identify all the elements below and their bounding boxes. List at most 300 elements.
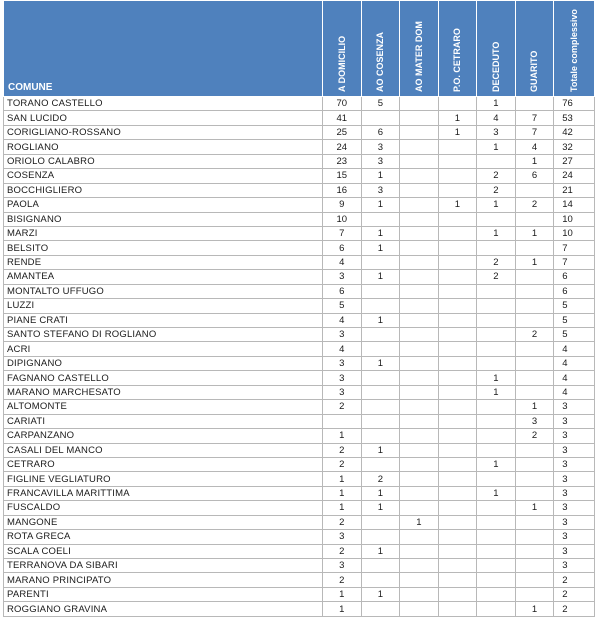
table-row <box>4 443 595 457</box>
cell-totale: 3 <box>554 414 595 428</box>
header-totale <box>554 1 595 97</box>
cell-po-cetraro <box>438 313 477 327</box>
cell-a-domicilio: 16 <box>323 183 362 197</box>
cell-a-domicilio: 2 <box>323 544 362 558</box>
table-row <box>4 429 595 443</box>
cell-a-domicilio: 6 <box>323 241 362 255</box>
cell-totale: 10 <box>554 226 595 240</box>
cell-a-domicilio: 4 <box>323 313 362 327</box>
cell-ao-cosenza: 1 <box>361 356 400 370</box>
cell-po-cetraro <box>438 212 477 226</box>
cell-comune: SAN LUCIDO <box>4 111 323 125</box>
cell-ao-mater-dom <box>400 443 439 457</box>
cell-guarito: 2 <box>515 198 554 212</box>
cell-comune: FIGLINE VEGLIATURO <box>4 472 323 486</box>
cell-a-domicilio: 9 <box>323 198 362 212</box>
cell-deceduto: 1 <box>477 198 516 212</box>
header-ao-mater-dom <box>400 1 439 97</box>
cell-ao-cosenza: 1 <box>361 241 400 255</box>
cell-guarito: 2 <box>515 328 554 342</box>
cell-a-domicilio: 3 <box>323 559 362 573</box>
cell-deceduto <box>477 429 516 443</box>
table-row <box>4 328 595 342</box>
cell-comune: BISIGNANO <box>4 212 323 226</box>
cell-deceduto <box>477 501 516 515</box>
cell-guarito: 1 <box>515 255 554 269</box>
cell-a-domicilio <box>323 414 362 428</box>
cell-totale: 32 <box>554 140 595 154</box>
cell-ao-cosenza <box>361 385 400 399</box>
cell-guarito: 2 <box>515 429 554 443</box>
cell-totale: 3 <box>554 429 595 443</box>
cell-ao-mater-dom <box>400 544 439 558</box>
cell-deceduto <box>477 299 516 313</box>
cell-deceduto <box>477 400 516 414</box>
cell-totale: 4 <box>554 371 595 385</box>
cell-po-cetraro <box>438 515 477 529</box>
cell-ao-cosenza: 1 <box>361 270 400 284</box>
cell-deceduto <box>477 241 516 255</box>
cell-po-cetraro <box>438 472 477 486</box>
cell-comune: ACRI <box>4 342 323 356</box>
table-row <box>4 472 595 486</box>
cell-a-domicilio: 4 <box>323 342 362 356</box>
table-row <box>4 544 595 558</box>
cell-comune: PARENTI <box>4 587 323 601</box>
cell-a-domicilio: 3 <box>323 356 362 370</box>
cell-a-domicilio: 1 <box>323 602 362 616</box>
cell-a-domicilio: 23 <box>323 154 362 168</box>
cell-deceduto: 2 <box>477 183 516 197</box>
table-row <box>4 111 595 125</box>
cell-totale: 3 <box>554 486 595 500</box>
header-ao-cosenza <box>361 1 400 97</box>
cell-ao-cosenza <box>361 328 400 342</box>
cell-comune: CASALI DEL MANCO <box>4 443 323 457</box>
table-row <box>4 270 595 284</box>
cell-totale: 4 <box>554 342 595 356</box>
cell-comune: ROGLIANO <box>4 140 323 154</box>
cell-ao-cosenza <box>361 212 400 226</box>
cell-totale: 3 <box>554 544 595 558</box>
cell-po-cetraro <box>438 587 477 601</box>
cell-comune: AMANTEA <box>4 270 323 284</box>
cell-po-cetraro <box>438 342 477 356</box>
cell-ao-cosenza: 3 <box>361 154 400 168</box>
cell-comune: CORIGLIANO-ROSSANO <box>4 125 323 139</box>
cell-comune: CARIATI <box>4 414 323 428</box>
cell-ao-mater-dom <box>400 241 439 255</box>
table-row <box>4 414 595 428</box>
cell-po-cetraro <box>438 486 477 500</box>
cell-po-cetraro <box>438 299 477 313</box>
table-row <box>4 602 595 616</box>
cell-deceduto <box>477 356 516 370</box>
table-row <box>4 356 595 370</box>
cell-comune: FUSCALDO <box>4 501 323 515</box>
cell-ao-cosenza <box>361 515 400 529</box>
cell-comune: PIANE CRATI <box>4 313 323 327</box>
cell-po-cetraro <box>438 501 477 515</box>
cell-ao-cosenza <box>361 530 400 544</box>
table-row <box>4 313 595 327</box>
cell-comune: DIPIGNANO <box>4 356 323 370</box>
cell-guarito <box>515 544 554 558</box>
cell-comune: ALTOMONTE <box>4 400 323 414</box>
cell-ao-cosenza: 1 <box>361 544 400 558</box>
cell-deceduto <box>477 212 516 226</box>
cell-comune: ORIOLO CALABRO <box>4 154 323 168</box>
cell-a-domicilio: 1 <box>323 429 362 443</box>
cell-a-domicilio: 1 <box>323 486 362 500</box>
cell-ao-mater-dom <box>400 97 439 111</box>
cell-po-cetraro <box>438 270 477 284</box>
cell-ao-cosenza: 6 <box>361 125 400 139</box>
cell-comune: ROTA GRECA <box>4 530 323 544</box>
cell-ao-mater-dom <box>400 226 439 240</box>
cell-deceduto: 1 <box>477 486 516 500</box>
cell-comune: PAOLA <box>4 198 323 212</box>
cell-ao-cosenza: 2 <box>361 472 400 486</box>
cell-a-domicilio: 10 <box>323 212 362 226</box>
cell-po-cetraro <box>438 414 477 428</box>
cell-guarito: 3 <box>515 414 554 428</box>
cell-ao-mater-dom <box>400 299 439 313</box>
cell-totale: 3 <box>554 515 595 529</box>
cell-guarito <box>515 587 554 601</box>
cell-po-cetraro <box>438 328 477 342</box>
cell-guarito <box>515 515 554 529</box>
cell-totale: 5 <box>554 299 595 313</box>
cell-po-cetraro <box>438 183 477 197</box>
cell-guarito <box>515 284 554 298</box>
cell-ao-mater-dom <box>400 429 439 443</box>
cell-guarito <box>515 313 554 327</box>
header-deceduto-label: DECEDUTO <box>490 41 501 92</box>
cell-guarito: 7 <box>515 111 554 125</box>
cell-guarito <box>515 183 554 197</box>
cell-ao-mater-dom <box>400 255 439 269</box>
header-ao-mater-dom-label: AO MATER DOM <box>413 21 424 92</box>
cell-deceduto <box>477 472 516 486</box>
cell-a-domicilio: 2 <box>323 400 362 414</box>
cell-totale: 2 <box>554 602 595 616</box>
table-row <box>4 226 595 240</box>
cell-ao-cosenza <box>361 457 400 471</box>
cell-deceduto: 1 <box>477 97 516 111</box>
cell-totale: 5 <box>554 328 595 342</box>
cell-ao-cosenza <box>361 342 400 356</box>
cell-totale: 3 <box>554 472 595 486</box>
cell-totale: 76 <box>554 97 595 111</box>
cell-totale: 7 <box>554 241 595 255</box>
table-row <box>4 183 595 197</box>
cell-deceduto: 4 <box>477 111 516 125</box>
cell-comune: FAGNANO CASTELLO <box>4 371 323 385</box>
cell-ao-mater-dom <box>400 342 439 356</box>
cell-po-cetraro <box>438 226 477 240</box>
cell-ao-cosenza <box>361 299 400 313</box>
cell-comune: BELSITO <box>4 241 323 255</box>
cell-totale: 3 <box>554 501 595 515</box>
cell-totale: 3 <box>554 530 595 544</box>
cell-po-cetraro <box>438 573 477 587</box>
cell-ao-mater-dom <box>400 457 439 471</box>
cell-po-cetraro <box>438 602 477 616</box>
cell-deceduto <box>477 313 516 327</box>
cell-totale: 7 <box>554 255 595 269</box>
cell-ao-cosenza: 1 <box>361 443 400 457</box>
cell-ao-mater-dom <box>400 212 439 226</box>
cell-totale: 27 <box>554 154 595 168</box>
cell-guarito <box>515 385 554 399</box>
cell-a-domicilio: 3 <box>323 270 362 284</box>
table-row <box>4 169 595 183</box>
cell-totale: 14 <box>554 198 595 212</box>
cell-ao-mater-dom <box>400 486 439 500</box>
cell-a-domicilio: 6 <box>323 284 362 298</box>
table-body <box>4 97 595 617</box>
cell-deceduto <box>477 587 516 601</box>
cell-comune: SCALA COELI <box>4 544 323 558</box>
cell-totale: 6 <box>554 284 595 298</box>
cell-guarito <box>515 530 554 544</box>
cell-guarito <box>515 559 554 573</box>
cell-comune: CETRARO <box>4 457 323 471</box>
cell-totale: 4 <box>554 356 595 370</box>
cell-totale: 2 <box>554 587 595 601</box>
cell-a-domicilio: 7 <box>323 226 362 240</box>
cell-deceduto <box>477 154 516 168</box>
table-row <box>4 212 595 226</box>
cell-po-cetraro <box>438 284 477 298</box>
cell-deceduto <box>477 544 516 558</box>
cell-ao-mater-dom <box>400 169 439 183</box>
table-row <box>4 530 595 544</box>
cell-a-domicilio: 70 <box>323 97 362 111</box>
cell-a-domicilio: 2 <box>323 457 362 471</box>
cell-totale: 3 <box>554 443 595 457</box>
cell-po-cetraro <box>438 241 477 255</box>
cell-po-cetraro: 1 <box>438 125 477 139</box>
cell-guarito: 4 <box>515 140 554 154</box>
table-row <box>4 125 595 139</box>
cell-ao-cosenza <box>361 284 400 298</box>
table-row <box>4 342 595 356</box>
cell-guarito: 1 <box>515 154 554 168</box>
cell-a-domicilio: 25 <box>323 125 362 139</box>
header-guarito <box>515 1 554 97</box>
cell-deceduto <box>477 342 516 356</box>
cell-deceduto <box>477 559 516 573</box>
cell-ao-mater-dom <box>400 559 439 573</box>
cell-deceduto <box>477 328 516 342</box>
cell-deceduto <box>477 414 516 428</box>
cell-comune: TERRANOVA DA SIBARI <box>4 559 323 573</box>
cell-totale: 10 <box>554 212 595 226</box>
cell-comune: MANGONE <box>4 515 323 529</box>
cell-guarito: 1 <box>515 602 554 616</box>
cell-ao-cosenza <box>361 573 400 587</box>
table-row <box>4 299 595 313</box>
cell-ao-cosenza <box>361 255 400 269</box>
cell-guarito <box>515 342 554 356</box>
cell-comune: TORANO CASTELLO <box>4 97 323 111</box>
cell-po-cetraro <box>438 559 477 573</box>
cell-comune: BOCCHIGLIERO <box>4 183 323 197</box>
cell-ao-cosenza <box>361 429 400 443</box>
cell-comune: MONTALTO UFFUGO <box>4 284 323 298</box>
cell-a-domicilio: 2 <box>323 515 362 529</box>
cell-ao-cosenza <box>361 400 400 414</box>
cell-ao-cosenza: 3 <box>361 140 400 154</box>
cell-ao-cosenza <box>361 559 400 573</box>
table-row <box>4 284 595 298</box>
cell-po-cetraro <box>438 356 477 370</box>
cell-guarito <box>515 241 554 255</box>
cell-a-domicilio: 2 <box>323 443 362 457</box>
table-row <box>4 241 595 255</box>
cell-ao-mater-dom <box>400 125 439 139</box>
cell-ao-mater-dom <box>400 313 439 327</box>
header-a-domicilio-label: A DOMICILIO <box>336 35 347 92</box>
cell-totale: 24 <box>554 169 595 183</box>
cell-ao-mater-dom <box>400 573 439 587</box>
cell-deceduto: 1 <box>477 371 516 385</box>
cell-po-cetraro <box>438 457 477 471</box>
cell-ao-mater-dom <box>400 154 439 168</box>
cell-ao-mater-dom <box>400 414 439 428</box>
cell-po-cetraro <box>438 97 477 111</box>
cell-ao-cosenza: 1 <box>361 587 400 601</box>
cell-po-cetraro <box>438 443 477 457</box>
cell-totale: 21 <box>554 183 595 197</box>
cell-a-domicilio: 2 <box>323 573 362 587</box>
cell-comune: RENDE <box>4 255 323 269</box>
cell-ao-mater-dom <box>400 111 439 125</box>
cell-totale: 53 <box>554 111 595 125</box>
cell-guarito <box>515 212 554 226</box>
cell-ao-mater-dom <box>400 501 439 515</box>
cell-comune: LUZZI <box>4 299 323 313</box>
cell-comune: COSENZA <box>4 169 323 183</box>
data-sheet <box>3 0 595 617</box>
cell-ao-mater-dom <box>400 371 439 385</box>
cell-deceduto: 1 <box>477 140 516 154</box>
cell-guarito <box>515 472 554 486</box>
cell-comune: MARANO MARCHESATO <box>4 385 323 399</box>
cell-totale: 3 <box>554 400 595 414</box>
cell-ao-mater-dom <box>400 183 439 197</box>
cell-a-domicilio: 1 <box>323 587 362 601</box>
cell-a-domicilio: 41 <box>323 111 362 125</box>
header-po-cetraro <box>438 1 477 97</box>
cell-comune: MARANO PRINCIPATO <box>4 573 323 587</box>
cell-a-domicilio: 24 <box>323 140 362 154</box>
header-deceduto <box>477 1 516 97</box>
cell-totale: 2 <box>554 573 595 587</box>
table-row <box>4 385 595 399</box>
header-po-cetraro-label: P.O. CETRARO <box>452 28 463 92</box>
cell-po-cetraro: 1 <box>438 198 477 212</box>
cell-ao-mater-dom <box>400 385 439 399</box>
cell-guarito <box>515 443 554 457</box>
cell-deceduto <box>477 443 516 457</box>
cell-deceduto <box>477 284 516 298</box>
table-row <box>4 255 595 269</box>
cell-comune: ROGGIANO GRAVINA <box>4 602 323 616</box>
cell-ao-cosenza: 1 <box>361 501 400 515</box>
cell-guarito <box>515 270 554 284</box>
cell-guarito: 1 <box>515 400 554 414</box>
table-row <box>4 587 595 601</box>
cell-comune: MARZI <box>4 226 323 240</box>
cell-guarito <box>515 299 554 313</box>
cell-ao-mater-dom <box>400 530 439 544</box>
cell-a-domicilio: 5 <box>323 299 362 313</box>
cell-po-cetraro <box>438 530 477 544</box>
cell-totale: 5 <box>554 313 595 327</box>
header-comune: COMUNE <box>4 1 323 97</box>
cell-ao-mater-dom <box>400 198 439 212</box>
cell-po-cetraro <box>438 169 477 183</box>
cell-ao-cosenza <box>361 371 400 385</box>
cell-ao-cosenza: 1 <box>361 313 400 327</box>
cell-ao-cosenza <box>361 602 400 616</box>
cell-ao-mater-dom <box>400 270 439 284</box>
cell-deceduto: 2 <box>477 169 516 183</box>
cell-po-cetraro <box>438 429 477 443</box>
cell-ao-mater-dom <box>400 400 439 414</box>
cell-guarito <box>515 371 554 385</box>
table-row <box>4 400 595 414</box>
cell-po-cetraro <box>438 544 477 558</box>
cell-ao-mater-dom <box>400 587 439 601</box>
cell-totale: 4 <box>554 385 595 399</box>
cell-guarito <box>515 486 554 500</box>
cell-comune: FRANCAVILLA MARITTIMA <box>4 486 323 500</box>
header-ao-cosenza-label: AO COSENZA <box>375 31 386 92</box>
table-row <box>4 501 595 515</box>
cell-a-domicilio: 1 <box>323 501 362 515</box>
cell-a-domicilio: 4 <box>323 255 362 269</box>
cell-ao-cosenza <box>361 414 400 428</box>
cell-ao-mater-dom <box>400 284 439 298</box>
table-row <box>4 154 595 168</box>
cell-a-domicilio: 3 <box>323 385 362 399</box>
table-row <box>4 140 595 154</box>
table-row <box>4 198 595 212</box>
header-guarito-label: GUARITO <box>529 50 540 92</box>
cell-deceduto <box>477 515 516 529</box>
cell-ao-mater-dom <box>400 472 439 486</box>
table-row <box>4 486 595 500</box>
cell-guarito <box>515 97 554 111</box>
cell-deceduto: 2 <box>477 255 516 269</box>
cell-a-domicilio: 3 <box>323 530 362 544</box>
cell-po-cetraro <box>438 400 477 414</box>
header-totale-label: Totale complessivo <box>569 9 580 92</box>
cell-a-domicilio: 3 <box>323 328 362 342</box>
cell-a-domicilio: 1 <box>323 472 362 486</box>
table-row <box>4 371 595 385</box>
cell-comune: SANTO STEFANO DI ROGLIANO <box>4 328 323 342</box>
cell-deceduto: 3 <box>477 125 516 139</box>
cell-deceduto <box>477 530 516 544</box>
table-row <box>4 515 595 529</box>
cell-totale: 42 <box>554 125 595 139</box>
cell-a-domicilio: 3 <box>323 371 362 385</box>
